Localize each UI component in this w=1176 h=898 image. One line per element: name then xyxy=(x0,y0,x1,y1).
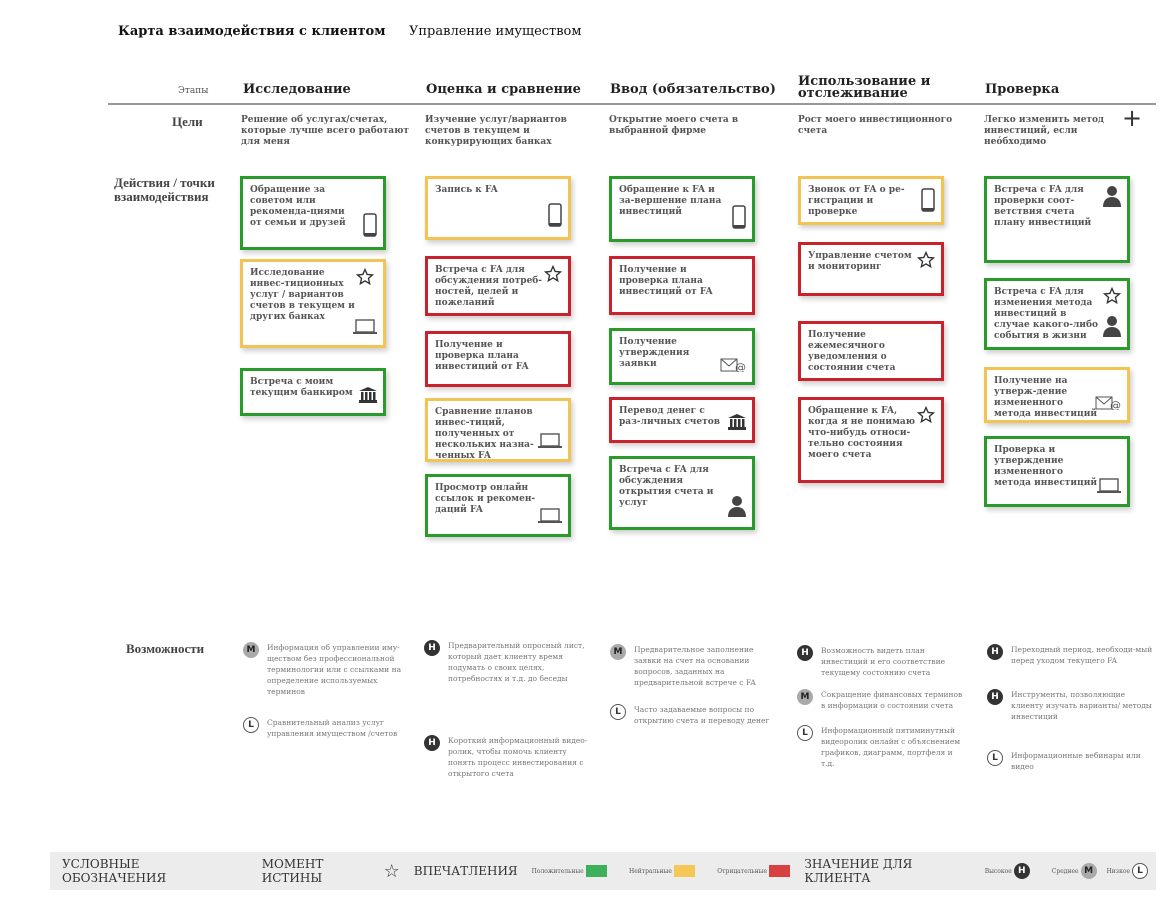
action-card[interactable] xyxy=(984,436,1130,507)
opportunity-text: Предварительное заполнение заявки на счет на основании вопросов, заданных на предварительной встрече с FA xyxy=(634,645,756,687)
card-icons xyxy=(732,185,746,233)
card-icons xyxy=(1097,445,1121,498)
card-icons xyxy=(544,265,562,307)
opportunity-text: Сокращение финансовых терминов в информации о состоянии счета xyxy=(821,690,963,710)
laptop-icon xyxy=(353,319,377,339)
action-card-text: Получение утверждения заявки xyxy=(619,337,690,369)
laptop-icon xyxy=(538,433,562,453)
stage-usage: Использование и отслеживание xyxy=(798,74,931,101)
card-icons xyxy=(917,406,935,474)
action-card[interactable] xyxy=(425,331,571,387)
opportunity-text: Инструменты, позволяющие клиенту изучать варианты/ методы инвестиций xyxy=(1011,690,1152,721)
medium-value-icon: M xyxy=(243,642,259,658)
card-icons xyxy=(538,483,562,528)
row-label-actions: Действия / точки взаимодействия xyxy=(114,175,215,204)
opportunity-item xyxy=(243,642,413,697)
high-value-icon: H xyxy=(1014,863,1030,879)
row-label-opportunities: Возможности xyxy=(126,641,205,656)
phone-icon xyxy=(548,203,562,231)
opportunity-text: Информационные вебинары или видео xyxy=(1011,751,1141,771)
legend-impressions: ВПЕЧАТЛЕНИЯ xyxy=(413,864,518,878)
email-icon xyxy=(720,357,746,376)
goal-commitment: Открытие моего счета в выбранной фирме xyxy=(609,115,739,136)
low-value-icon: L xyxy=(987,750,1003,766)
opportunity-text: Возможность видеть план инвестиций и его соответствие текущему состоянию счета xyxy=(821,646,946,677)
legend-low-label: Низкое xyxy=(1106,867,1130,875)
stage-review: Проверка xyxy=(985,82,1060,97)
action-card[interactable] xyxy=(425,398,571,462)
opportunity-item xyxy=(987,750,1157,772)
card-icons xyxy=(728,465,746,521)
legend-high-label: Высокое xyxy=(984,867,1012,875)
opportunity-item xyxy=(424,640,594,684)
action-card[interactable] xyxy=(425,256,571,316)
opportunity-item xyxy=(610,644,780,688)
action-card-text: Просмотр онлайн ссылок и рекомен-даций FA xyxy=(435,483,536,515)
card-icons xyxy=(720,337,746,376)
stages-label: Этапы xyxy=(178,86,209,96)
action-card[interactable] xyxy=(609,256,755,315)
legend xyxy=(50,852,1156,890)
action-card-text: Обращение за советом или рекоменда-циями от семьи и друзей xyxy=(250,185,346,228)
action-card[interactable] xyxy=(984,176,1130,263)
bank-icon xyxy=(359,387,377,407)
action-card-text: Перевод денег с раз-личных счетов xyxy=(619,406,720,427)
action-card-text: Управление счетом и мониторинг xyxy=(808,251,912,272)
action-card[interactable] xyxy=(798,242,944,296)
header-divider xyxy=(108,103,1156,105)
low-value-icon: L xyxy=(797,725,813,741)
laptop-icon xyxy=(1097,478,1121,498)
card-icons xyxy=(1103,287,1121,341)
action-card[interactable] xyxy=(798,321,944,381)
legend-negative-label: Отрицательные xyxy=(717,867,768,875)
card-icons xyxy=(1095,376,1121,414)
action-card-text: Встреча с FA для обсуждения открытия счета и услуг xyxy=(619,465,714,508)
low-value-icon: L xyxy=(1132,863,1148,879)
action-card-text: Встреча с FA для обсуждения потреб-ностей, целей и пожеланий xyxy=(435,265,543,308)
action-card-text: Обращение к FA и за-вершение плана инвестиций xyxy=(619,185,722,217)
phone-icon xyxy=(732,205,746,233)
opportunity-text: Информация об управлении иму-ществом без профессиональной терминологии или с ссылками на определение используемых терминов xyxy=(267,643,402,696)
goal-evaluation: Изучение услуг/вариантов счетов в текущем и конкурирующих банках xyxy=(425,115,567,147)
action-card-text: Обращение к FA, когда я не понимаю что-нибудь относи-тельно состояния моего счета xyxy=(808,406,915,460)
legend-moment-of-truth: МОМЕНТ ИСТИНЫ xyxy=(261,857,324,885)
card-icons xyxy=(359,377,377,407)
person-icon xyxy=(1103,185,1121,211)
card-icons xyxy=(1103,185,1121,254)
star-icon xyxy=(1103,287,1121,309)
person-icon xyxy=(728,495,746,521)
card-icons xyxy=(353,268,377,339)
star-icon xyxy=(917,406,935,428)
high-value-icon: H xyxy=(987,689,1003,705)
opportunity-item xyxy=(987,689,1157,722)
card-icons xyxy=(548,185,562,231)
card-icons xyxy=(921,185,935,216)
opportunity-text: Переходный период, необходи-мый перед уходом текущего FA xyxy=(1011,645,1153,665)
phone-icon xyxy=(363,213,377,241)
card-icons xyxy=(363,185,377,241)
action-card-text: Звонок от FA о ре-гистрации и проверке xyxy=(808,185,905,217)
opportunity-text: Сравнительный анализ услуг управления имуществом /счетов xyxy=(267,718,398,738)
laptop-icon xyxy=(538,508,562,528)
legend-value: ЗНАЧЕНИЕ ДЛЯ КЛИЕНТА xyxy=(804,857,913,885)
action-card[interactable] xyxy=(798,176,944,225)
high-value-icon: H xyxy=(424,640,440,656)
star-icon xyxy=(356,268,374,290)
star-icon xyxy=(544,265,562,287)
opportunity-item xyxy=(797,689,967,711)
action-card[interactable] xyxy=(240,259,386,348)
legend-negative-swatch xyxy=(769,865,790,877)
action-card-text: Сравнение планов инвес-тиций, полученных от нескольких назна-ченных FA xyxy=(435,407,534,461)
low-value-icon: L xyxy=(243,717,259,733)
action-card-text: Запись к FA xyxy=(435,185,498,195)
action-card[interactable] xyxy=(984,367,1130,423)
action-card-text: Получение и проверка плана инвестиций от FA xyxy=(435,340,529,372)
opportunity-item xyxy=(424,735,594,779)
action-card-text: Получение и проверка плана инвестиций от FA xyxy=(619,265,713,297)
goal-research: Решение об услугах/счетах, которые лучше всего работают для меня xyxy=(241,115,409,147)
legend-positive-label: Положительные xyxy=(531,867,584,875)
action-card[interactable] xyxy=(609,397,755,443)
opportunity-item xyxy=(987,644,1157,666)
action-card-text: Получение ежемесячного уведомления о состоянии счета xyxy=(808,330,896,373)
medium-value-icon: M xyxy=(610,644,626,660)
svg-text:@: @ xyxy=(1110,399,1121,410)
plus-icon[interactable]: + xyxy=(1122,104,1143,132)
card-icons xyxy=(728,406,746,434)
action-card-text: Получение на утверж-дение измененного метода инвестиций xyxy=(994,376,1098,419)
goal-usage: Рост моего инвестиционного счета xyxy=(798,115,953,136)
legend-medium-label: Среднее xyxy=(1051,867,1079,875)
row-label-goals: Цели xyxy=(172,114,203,129)
opportunity-item xyxy=(797,725,967,769)
stage-commitment: Ввод (обязательство) xyxy=(610,82,776,97)
opportunity-item xyxy=(797,645,967,678)
action-card-text: Проверка и утверждение измененного метода инвестиций xyxy=(994,445,1098,488)
medium-value-icon: M xyxy=(797,689,813,705)
stage-evaluation: Оценка и сравнение xyxy=(426,82,581,97)
opportunity-text: Короткий информационный видео-ролик, чтобы помочь клиенту понять процесс инвестирования с открытого счета xyxy=(448,736,588,778)
person-icon xyxy=(1103,315,1121,341)
medium-value-icon: M xyxy=(1081,863,1097,879)
action-card[interactable] xyxy=(609,328,755,385)
action-card-text: Исследование инвес-тиционных услуг / вариантов счетов в текущем и других банках xyxy=(250,268,355,322)
email-icon xyxy=(1095,395,1121,414)
legend-neutral-label: Нейтральные xyxy=(628,867,672,875)
legend-title: УСЛОВНЫЕ ОБОЗНАЧЕНИЯ xyxy=(62,857,167,885)
legend-positive-swatch xyxy=(586,865,607,877)
bank-icon xyxy=(728,414,746,434)
action-card[interactable] xyxy=(609,176,755,242)
legend-neutral-swatch xyxy=(674,865,695,877)
action-card-text: Встреча с FA для проверки соот-ветствия счета плану инвестиций xyxy=(994,185,1092,228)
star-icon: ☆ xyxy=(383,860,400,882)
high-value-icon: H xyxy=(797,645,813,661)
action-card[interactable] xyxy=(425,474,571,537)
action-card[interactable] xyxy=(240,368,386,416)
action-card[interactable] xyxy=(984,278,1130,350)
low-value-icon: L xyxy=(610,704,626,720)
svg-text:@: @ xyxy=(735,361,746,372)
opportunity-text: Предварительный опросный лист, который дает клиенту время подумать о своих целях, потребностях и т.д. до беседы xyxy=(448,641,585,683)
page-title: Карта взаимодействия с клиентом xyxy=(118,24,386,39)
action-card-text: Встреча с FA для изменения метода инвестиций в случае какого-либо события в жизни xyxy=(994,287,1098,341)
opportunity-text: Часто задаваемые вопросы по открытию счета и переводу денег xyxy=(634,705,770,725)
action-card-text: Встреча с моим текущим банкиром xyxy=(250,377,353,398)
action-card[interactable] xyxy=(798,397,944,483)
action-card[interactable] xyxy=(240,176,386,250)
goal-review: Легко изменить метод инвестиций, если нео́бходимо xyxy=(984,115,1105,147)
phone-icon xyxy=(921,188,935,216)
opportunity-item xyxy=(243,717,413,739)
action-card[interactable] xyxy=(425,176,571,240)
card-icons xyxy=(538,407,562,453)
high-value-icon: H xyxy=(987,644,1003,660)
action-card[interactable] xyxy=(609,456,755,530)
opportunity-text: Информационный пятиминутный видеоролик онлайн с объяснением графиков, диаграмм, портфеля и т.д. xyxy=(821,726,961,768)
page-subtitle: Управление имуществом xyxy=(409,24,582,39)
opportunity-item xyxy=(610,704,780,726)
star-icon xyxy=(917,251,935,273)
card-icons xyxy=(917,251,935,287)
high-value-icon: H xyxy=(424,735,440,751)
stage-research: Исследование xyxy=(243,82,351,97)
